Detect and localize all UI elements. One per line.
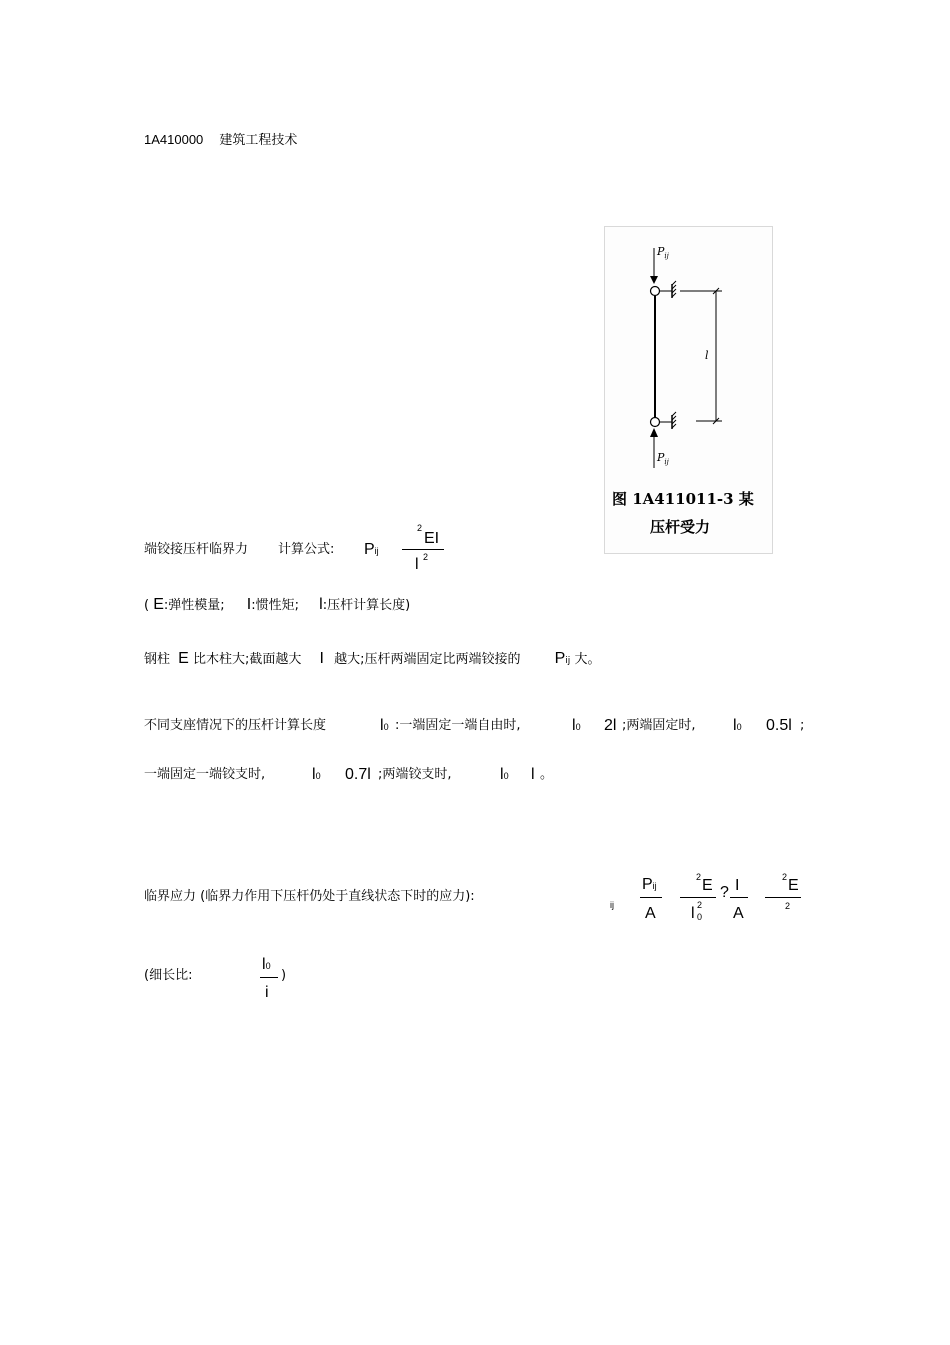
stress-f3-numerator: I: [735, 877, 740, 894]
stress-f2-numerator: E: [702, 877, 713, 894]
value-l: l: [531, 766, 535, 783]
slenderness-close: ): [281, 968, 287, 983]
semicolon: ;: [800, 718, 805, 733]
denominator-superscript: 2: [423, 552, 429, 562]
l0-fixed-fixed: l0: [733, 717, 742, 734]
stress-f2-superscript: 2: [696, 872, 702, 882]
l0-fixed-pinned: l0: [312, 766, 321, 783]
question-mark: ?: [720, 884, 729, 901]
l0-symbol: l0: [380, 717, 389, 734]
slenderness-numerator: l0: [262, 956, 271, 973]
fixed-free-text: :一端固定一端自由时,: [395, 718, 521, 733]
effective-length-intro: 不同支座情况下的压杆计算长度: [144, 718, 327, 733]
fraction-bar: [402, 549, 444, 550]
stress-f4-superscript: 2: [782, 872, 788, 882]
sigma-subscript: ij: [610, 900, 614, 910]
stress-f1-numerator: Pij: [642, 876, 657, 893]
compression-bar-figure: [604, 226, 774, 554]
stress-f1-denominator: A: [645, 905, 656, 922]
stress-f3-denominator: A: [733, 905, 744, 922]
chapter-code: 1A410000: [144, 132, 204, 147]
slenderness-bar: [260, 977, 278, 978]
value-0-7l: 0.7l: [345, 766, 371, 783]
numerator-EI: EI: [424, 530, 440, 547]
stress-f2-den-superscript: 2: [697, 900, 703, 910]
stress-f2-bar: [680, 897, 716, 898]
comparison-line: 钢柱 E 比木柱大;截面越大 I 越大;压杆两端固定比两端铰接的 Pij 大。: [144, 650, 601, 667]
page-header: [144, 133, 297, 147]
stress-f2-den-subscript: 0: [697, 912, 703, 922]
stress-f4-bar: [765, 897, 801, 898]
stress-f1-bar: [640, 897, 662, 898]
pij-symbol: Pij: [364, 541, 379, 558]
pinned-pinned-text: ;两端铰支时,: [378, 767, 452, 782]
l0-fixed-free: l0: [572, 717, 581, 734]
denominator-l: l: [415, 556, 419, 573]
legend-line: ( E:弹性模量; I:惯性矩; l:压杆计算长度): [144, 596, 411, 613]
figure-caption-line2: 压杆受力: [650, 518, 711, 536]
slenderness-label: (细长比:: [144, 968, 193, 983]
stress-f2-denominator: l: [691, 905, 695, 922]
period: 。: [540, 767, 554, 782]
stress-f4-numerator: E: [788, 877, 799, 894]
value-2l: 2l: [604, 717, 617, 734]
fixed-pinned-text: 一端固定一端铰支时,: [144, 767, 266, 782]
critical-force-intro: 端铰接压杆临界力: [144, 542, 249, 557]
stress-f3-bar: [730, 897, 748, 898]
length-label: l: [705, 349, 709, 362]
slenderness-denominator: i: [265, 984, 269, 1001]
value-0-5l: 0.5l: [766, 717, 792, 734]
numerator-superscript: 2: [417, 523, 423, 533]
chapter-title: 建筑工程技术: [219, 133, 298, 148]
load-label-bottom: $P_{ij}$: [657, 451, 669, 467]
l0-pinned-pinned: l0: [500, 766, 509, 783]
stress-f4-den-superscript: 2: [785, 901, 791, 911]
fixed-fixed-text: ;两端固定时,: [622, 718, 696, 733]
load-label-top: $P_{ij}$: [657, 245, 669, 261]
figure-caption-line1: 图 1A411011-3 某: [612, 490, 754, 508]
critical-stress-label: 临界应力 (临界力作用下压杆仍处于直线状态下时的应力):: [144, 889, 475, 904]
formula-label: 计算公式:: [278, 542, 335, 557]
